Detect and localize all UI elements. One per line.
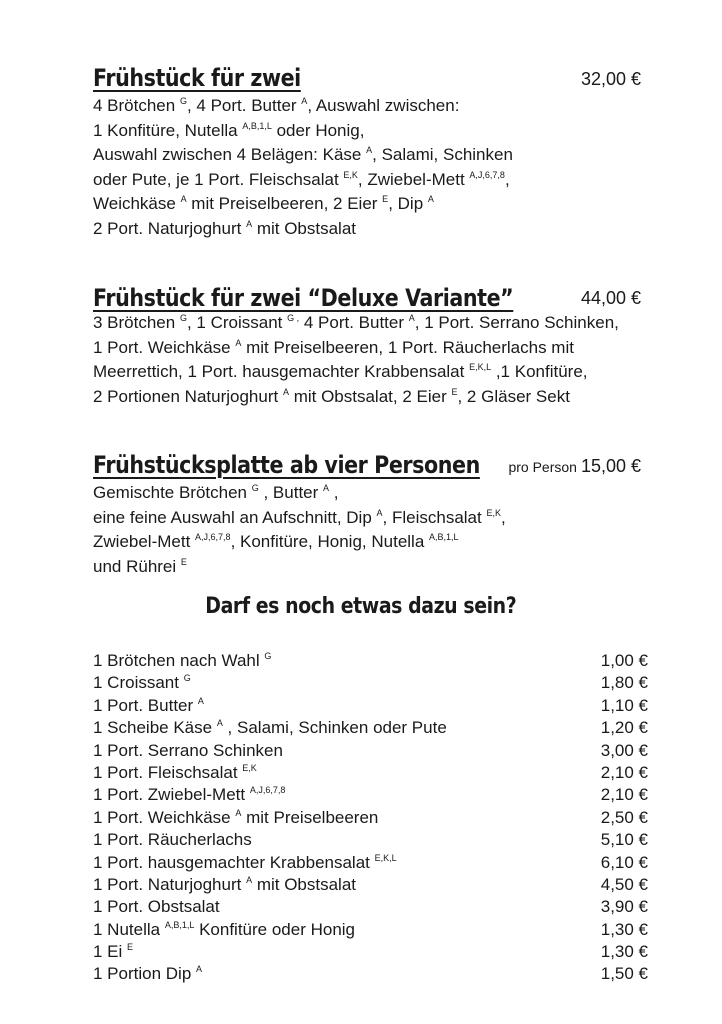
- allergen-code: E,K: [242, 762, 257, 773]
- description-line: 2 Port. Naturjoghurt $^A$ mit Obstsalat: [93, 218, 357, 238]
- extra-item-price: 2,10 €: [600, 785, 648, 805]
- extra-item-row: [93, 784, 648, 806]
- description-line: 1 Konfitüre, Nutella $^{A,B,1,L}$ oder Honig,: [93, 120, 365, 140]
- allergen-code: A,B,1,L: [429, 532, 459, 542]
- description-line: 1 Port. Weichkäse $^A$ mit Preiselbeeren, 1 Port. Räucherlachs mit: [93, 337, 574, 357]
- allergen-code: A: [216, 718, 223, 729]
- allergen-code: E,K,L: [469, 362, 492, 372]
- description-line: Zwiebel-Mett $^{A,J,6,7,8}$, Konfitüre, Honig, Nutella $^{A,B,1,L}$: [93, 532, 459, 551]
- allergen-code: A: [376, 507, 383, 518]
- allergen-code: A: [235, 337, 242, 348]
- allergen-code: A,J,6,7,8: [469, 169, 505, 180]
- price-value: 15,00 €: [580, 456, 641, 476]
- description-line: eine feine Auswahl an Aufschnitt, Dip $^A$, Fleischsalat $^{E,K}$,: [93, 507, 506, 527]
- description-line: Meerrettich, 1 Port. hausgemachter Krabbensalat $^{E,K,L}$ ,1 Konfitüre,: [93, 362, 588, 381]
- allergen-code: A: [246, 874, 253, 885]
- extra-item-price: 6,10 €: [600, 852, 648, 872]
- description-line: Gemischte Brötchen $^G$ , Butter $^A$ ,: [93, 483, 339, 502]
- extra-item-price: 1,20 €: [600, 718, 648, 738]
- extra-item-price: 1,00 €: [600, 651, 648, 670]
- allergen-code: A: [197, 695, 204, 706]
- allergen-code: G: [251, 483, 259, 493]
- allergen-code: A: [323, 483, 330, 493]
- extra-item-row: [93, 919, 648, 941]
- extra-item-price: 5,10 €: [600, 830, 648, 850]
- section-title-breakfast-platter: Frühstücksplatte ab vier Personen: [93, 451, 480, 479]
- extra-item-price: 1,30 €: [600, 919, 648, 939]
- allergen-code: A: [366, 145, 373, 155]
- allergen-code: A: [282, 386, 289, 397]
- allergen-code: A,B,1,L: [242, 120, 272, 131]
- extra-item-price: 2,50 €: [600, 807, 648, 827]
- allergen-code: G: [179, 96, 187, 106]
- extras-title: [0, 594, 722, 619]
- allergen-code: E: [180, 556, 187, 567]
- extra-item-row: [93, 672, 648, 694]
- extra-item-name: 1 Port. Weichkäse $^A$ mit Preiselbeeren: [93, 807, 379, 827]
- extra-item-row: [93, 852, 648, 874]
- allergen-code: A,J,6,7,8: [195, 532, 231, 542]
- section-price-breakfast-for-two: [577, 69, 641, 90]
- extra-item-row: [93, 874, 648, 896]
- extra-item-name: 1 Scheibe Käse $^A$ , Salami, Schinken oder Pute: [93, 718, 447, 738]
- extra-item-name: 1 Port. Serrano Schinken: [93, 740, 283, 760]
- section-price-breakfast-deluxe: [577, 288, 641, 309]
- extra-item-price: 3,00 €: [600, 740, 648, 760]
- allergen-code: A,J,6,7,8: [249, 785, 286, 796]
- extra-item-name: 1 Portion Dip $^A$: [93, 964, 203, 984]
- section-description: [93, 311, 619, 409]
- description-line: 3 Brötchen $^G$, 1 Croissant $^{G ,}$ 4 Port. Butter $^A$, 1 Port. Serrano Schinken,: [93, 313, 619, 332]
- extra-item-row: [93, 807, 648, 829]
- allergen-code: A: [427, 194, 434, 204]
- allergen-code: G: [183, 673, 191, 684]
- allergen-code: E: [127, 942, 134, 953]
- extra-item-name: 1 Port. Räucherlachs: [93, 830, 252, 850]
- extra-item-row: [93, 963, 648, 985]
- extra-item-row: [93, 941, 648, 963]
- extra-item-name: 1 Port. Naturjoghurt $^A$ mit Obstsalat: [93, 874, 357, 894]
- extras-list: [93, 650, 648, 986]
- extra-item-row: [93, 717, 648, 739]
- extra-item-price: 1,10 €: [600, 695, 648, 715]
- extra-item-price: 2,10 €: [600, 762, 648, 782]
- extra-item-name: 1 Croissant $^G$: [93, 673, 191, 693]
- extra-item-row: [93, 829, 648, 851]
- price-value: 44,00 €: [580, 288, 641, 308]
- allergen-code: A: [180, 194, 187, 204]
- section-title-breakfast-deluxe: Frühstück für zwei “Deluxe Variante”: [93, 284, 514, 312]
- extra-item-price: 1,50 €: [600, 964, 648, 984]
- section-price-breakfast-platter: [508, 456, 641, 477]
- allergen-code: G: [179, 313, 187, 323]
- extra-item-name: 1 Port. Zwiebel-Mett $^{A,J,6,7,8}$: [93, 785, 286, 805]
- extras-title-text: Darf es noch etwas dazu sein?: [205, 594, 517, 619]
- allergen-code: G ,: [287, 313, 300, 323]
- allergen-code: E,K: [343, 169, 358, 180]
- extra-item-name: 1 Port. hausgemachter Krabbensalat $^{E,K,L}$: [93, 852, 397, 872]
- extra-item-name: 1 Ei $^E$: [93, 942, 134, 962]
- price-value: 32,00 €: [580, 69, 641, 89]
- price-label: pro Person: [508, 459, 577, 475]
- allergen-code: E: [382, 194, 389, 204]
- extra-item-price: 3,90 €: [600, 897, 648, 917]
- section-description: [93, 481, 506, 579]
- allergen-code: E: [451, 386, 458, 397]
- description-line: oder Pute, je 1 Port. Fleischsalat $^{E,K}$, Zwiebel-Mett $^{A,J,6,7,8}$,: [93, 169, 510, 189]
- extra-item-name: 1 Port. Butter $^A$: [93, 695, 204, 715]
- description-line: 4 Brötchen $^G$, 4 Port. Butter $^A$, Auswahl zwischen:: [93, 96, 460, 115]
- extra-item-name: 1 Port. Obstsalat: [93, 897, 220, 917]
- allergen-code: G: [264, 651, 272, 661]
- allergen-code: A: [235, 807, 242, 818]
- extra-item-name: 1 Nutella $^{A,B,1,L}$ Konfitüre oder Honig: [93, 919, 356, 939]
- allergen-code: A: [408, 313, 415, 323]
- extra-item-row: [93, 695, 648, 717]
- allergen-code: A: [246, 218, 253, 229]
- allergen-code: A: [196, 964, 203, 975]
- section-title-breakfast-for-two: Frühstück für zwei: [93, 64, 301, 92]
- allergen-code: E,K: [486, 507, 501, 518]
- extra-item-row: [93, 896, 648, 918]
- extra-item-price: 1,80 €: [600, 673, 648, 693]
- extra-item-price: 1,30 €: [600, 942, 648, 962]
- extra-item-name: 1 Port. Fleischsalat $^{E,K}$: [93, 762, 257, 782]
- extra-item-row: [93, 762, 648, 784]
- description-line: Auswahl zwischen 4 Belägen: Käse $^A$, Salami, Schinken: [93, 145, 513, 164]
- description-line: Weichkäse $^A$ mit Preiselbeeren, 2 Eier $^E$, Dip $^A$: [93, 194, 434, 213]
- extra-item-price: 4,50 €: [600, 874, 648, 894]
- allergen-code: E,K,L: [374, 852, 397, 863]
- extra-item-row: [93, 650, 648, 672]
- extra-item-row: [93, 740, 648, 762]
- allergen-code: A: [301, 96, 308, 106]
- section-description: [93, 94, 513, 241]
- allergen-code: A,B,1,L: [164, 919, 195, 930]
- description-line: und Rührei $^E$: [93, 556, 187, 576]
- description-line: 2 Portionen Naturjoghurt $^A$ mit Obstsalat, 2 Eier $^E$, 2 Gläser Sekt: [93, 386, 570, 406]
- extra-item-name: 1 Brötchen nach Wahl $^G$: [93, 651, 272, 670]
